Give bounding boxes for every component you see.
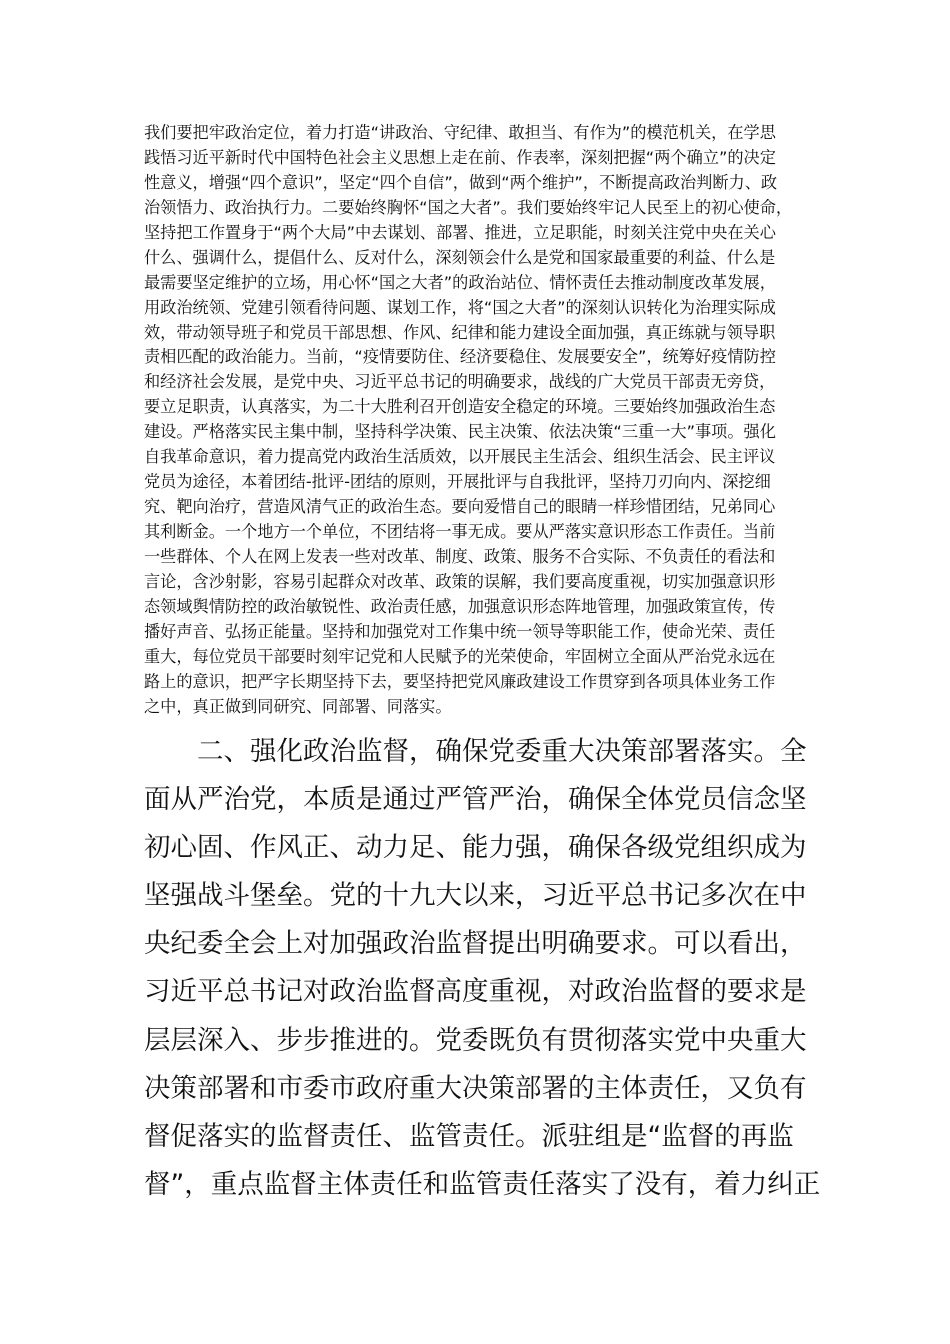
text-line: 重大，每位党员干部要时刻牢记党和人民赋予的光荣使命，牢固树立全面从严治党永远在 — [144, 646, 776, 666]
text-line: 之中，真正做到同研究、同部署、同落实。 — [144, 696, 452, 716]
text-line: 态领域舆情防控的政治敏锐性、政治责任感，加强意识形态阵地管理，加强政策宣传，传 — [144, 596, 776, 616]
text-line: 最需要坚定维护的立场，用心怀“国之大者”的政治站位、情怀责任去推动制度改革发展， — [144, 272, 776, 292]
text-line: 坚持把工作置身于“两个大局”中去谋划、部署、推进，立足职能，时刻关注党中央在关心 — [144, 222, 776, 242]
text-line: 播好声音、弘扬正能量。坚持和加强党对工作集中统一领导等职能工作，使命光荣、责任 — [144, 621, 776, 641]
text-line: 言论，含沙射影，容易引起群众对改革、政策的误解，我们要高度重视，切实加强意识形 — [144, 571, 776, 591]
section-heading-line: 二、强化政治监督，确保党委重大决策部署落实。全 — [197, 736, 807, 767]
text-line: 层层深入、步步推进的。党委既负有贯彻落实党中央重大 — [144, 1024, 807, 1056]
text-line: 央纪委全会上对加强政治监督提出明确要求。可以看出， — [144, 928, 807, 960]
text-line: 效，带动领导班子和党员干部思想、作风、纪律和能力建设全面加强，真正练就与领导职 — [144, 322, 776, 342]
text-line: 党员为途径，本着团结-批评-团结的原则，开展批评与自我批评，坚持刀刃向内、深挖细 — [144, 472, 771, 492]
text-line: 一些群体、个人在网上发表一些对改革、制度、政策、服务不合实际、不负责任的看法和 — [144, 546, 776, 566]
text-line: 决策部署和市委市政府重大决策部署的主体责任，又负有 — [144, 1072, 807, 1104]
text-line: 督”，重点监督主体责任和监管责任落实了没有，着力纠正 — [144, 1168, 821, 1200]
text-line: 究、靶向治疗，营造风清气正的政治生态。要向爱惜自己的眼睛一样珍惜团结，兄弟同心 — [144, 497, 776, 517]
text-line: 自我革命意识，着力提高党内政治生活质效，以开展民主生活会、组织生活会、民主评议 — [144, 447, 776, 467]
text-line: 督促落实的监督责任、监管责任。派驻组是“监督的再监 — [144, 1120, 794, 1152]
text-line: 治领悟力、政治执行力。二要始终胸怀“国之大者”。我们要始终牢记人民至上的初心使命， — [144, 197, 793, 217]
text-line: 和经济社会发展，是党中央、习近平总书记的明确要求，战线的广大党员干部责无旁贷， — [144, 372, 776, 392]
text-line: 性意义，增强“四个意识”，坚定“四个自信”，做到“两个维护”，不断提高政治判断力、政 — [144, 172, 778, 192]
text-line: 其利断金。一个地方一个单位，不团结将一事无成。要从严落实意识形态工作责任。当前 — [144, 522, 776, 541]
text-line: 坚强战斗堡垒。党的十九大以来，习近平总书记多次在中 — [144, 880, 807, 912]
section-two-paragraph — [144, 728, 824, 1209]
text-line: 初心固、作风正、动力足、能力强，确保各级党组织成为 — [144, 832, 807, 864]
text-line: 要立足职责，认真落实，为二十大胜利召开创造安全稳定的环境。三要始终加强政治生态 — [144, 397, 776, 417]
text-line: 路上的意识，把严字长期坚持下去，要坚持把党风廉政建设工作贯穿到各项具体业务工作 — [144, 671, 776, 691]
text-line: 什么、强调什么，提倡什么、反对什么，深刻领会什么是党和国家最重要的利益、什么是 — [144, 247, 776, 267]
text-line: 习近平总书记对政治监督高度重视，对政治监督的要求是 — [144, 976, 807, 1008]
text-line: 面从严治党，本质是通过严管严治，确保全体党员信念坚 — [144, 784, 807, 816]
text-line: 践悟习近平新时代中国特色社会主义思想上走在前、作表率，深刻把握“两个确立”的决定 — [144, 147, 776, 167]
text-line: 用政治统领、党建引领看待问题、谋划工作，将“国之大者”的深刻认识转化为治理实际成 — [144, 297, 776, 317]
text-line: 责相匹配的政治能力。当前，“疫情要防住、经济要稳住、发展要安全”，统筹好疫情防控 — [144, 347, 776, 367]
text-line: 建设。严格落实民主集中制，坚持科学决策、民主决策、依法决策“三重一大”事项。强化 — [144, 422, 776, 442]
body-paragraph-small — [144, 121, 824, 720]
text-line: 我们要把牢政治定位，着力打造“讲政治、守纪律、敢担当、有作为”的模范机关，在学思 — [144, 123, 776, 142]
